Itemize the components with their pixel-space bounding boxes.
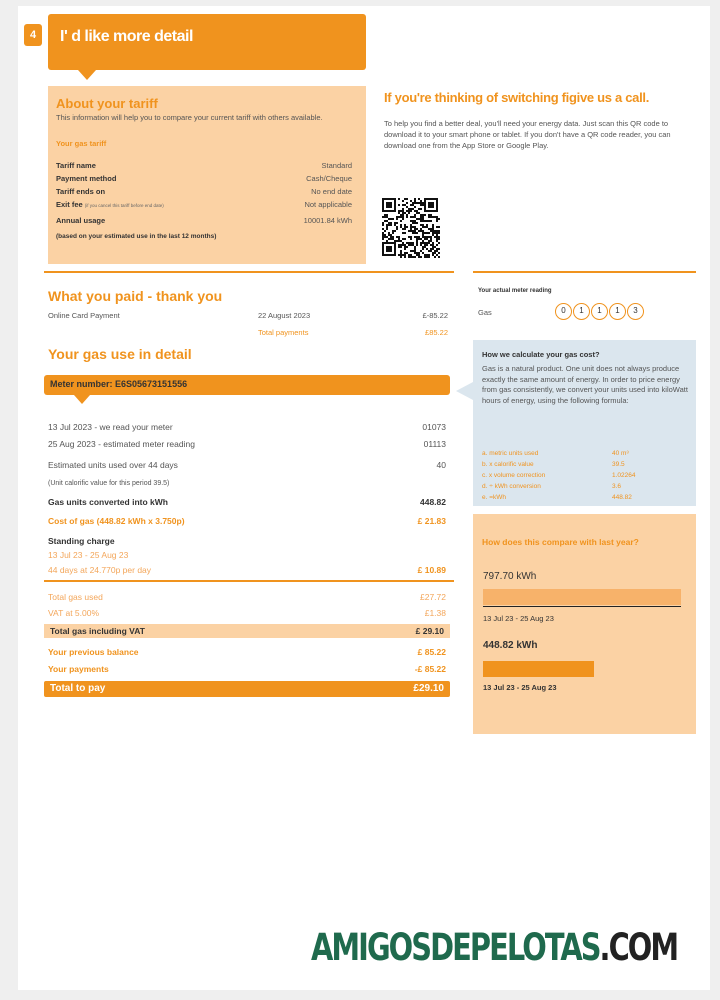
units-line bbox=[48, 460, 446, 474]
banner-pointer bbox=[78, 70, 96, 80]
formula-label: a. metric units used bbox=[482, 450, 539, 457]
total-payments-value: £85.22 bbox=[425, 328, 448, 337]
standing-charge-label bbox=[48, 536, 446, 550]
line-value: 01073 bbox=[422, 422, 446, 432]
reading-line bbox=[48, 422, 446, 436]
formula-row bbox=[482, 494, 688, 504]
tariff-row bbox=[56, 200, 352, 212]
last-year-value: 797.70 kWh bbox=[483, 571, 537, 582]
line-label: Gas units converted into kWh bbox=[48, 497, 168, 507]
line-value: -£ 85.22 bbox=[414, 664, 446, 674]
last-year-bar bbox=[483, 589, 681, 605]
last-year-period: 13 Jul 23 - 25 Aug 23 bbox=[483, 614, 554, 623]
payment-amount: £-85.22 bbox=[422, 311, 448, 320]
comparison-panel bbox=[473, 514, 696, 734]
total-payments-label: Total payments bbox=[258, 328, 309, 337]
meter-bar-pointer bbox=[74, 395, 90, 404]
line-label: Standing charge bbox=[48, 536, 115, 546]
meter-number: Meter number: E6S05673151556 bbox=[50, 379, 188, 389]
line-label: Your previous balance bbox=[48, 647, 139, 657]
band-label: Total gas including VAT bbox=[50, 626, 145, 636]
line-label: Estimated units used over 44 days bbox=[48, 460, 178, 470]
tariff-row-value: Cash/Cheque bbox=[306, 174, 352, 183]
line-value: £ 85.22 bbox=[417, 647, 446, 657]
meter-reading-label: Gas bbox=[478, 308, 492, 317]
bill-page bbox=[18, 6, 710, 990]
line-value: £ 10.89 bbox=[417, 565, 446, 575]
formula-value: 448.82 bbox=[612, 494, 632, 501]
standing-period bbox=[48, 550, 446, 564]
line-label: (Unit calorific value for this period 39.5) bbox=[48, 480, 170, 487]
this-year-value: 448.82 kWh bbox=[483, 640, 538, 651]
formula-value: 3.6 bbox=[612, 483, 622, 490]
payments-heading: What you paid - thank you bbox=[48, 288, 223, 304]
formula-row bbox=[482, 472, 688, 482]
estimate-line bbox=[48, 439, 446, 453]
line-label: Cost of gas (448.82 kWh x 3.750p) bbox=[48, 516, 185, 526]
formula-value: 39.5 bbox=[612, 461, 625, 468]
payment-method: Online Card Payment bbox=[48, 311, 120, 320]
tariff-row-value: 10001.84 kWh bbox=[303, 216, 352, 225]
your-payments-line bbox=[48, 664, 446, 678]
line-label: 13 Jul 23 - 25 Aug 23 bbox=[48, 550, 129, 560]
qr-code-icon[interactable] bbox=[382, 198, 440, 258]
total-to-pay-band bbox=[44, 681, 450, 697]
band-label: Total to pay bbox=[50, 683, 106, 694]
tariff-panel bbox=[48, 86, 366, 264]
standing-line bbox=[48, 565, 446, 579]
watermark-logo bbox=[311, 926, 677, 969]
formula-label: e. =kWh bbox=[482, 494, 507, 501]
tariff-row-label: Annual usage bbox=[56, 216, 106, 225]
formula-value: 40 m³ bbox=[612, 450, 629, 457]
previous-balance-line bbox=[48, 647, 446, 661]
tariff-intro: This information will help you to compare your current tariff with others available. bbox=[56, 113, 323, 122]
line-value: 448.82 bbox=[420, 497, 446, 507]
exit-fee-label: Exit fee bbox=[56, 200, 83, 209]
totals-divider bbox=[44, 580, 454, 582]
watermark-suffix: .COM bbox=[599, 926, 678, 969]
meter-number-bar bbox=[44, 375, 450, 395]
formula-value: 1.02264 bbox=[612, 472, 636, 479]
line-label: Total gas used bbox=[48, 592, 103, 602]
line-value: 40 bbox=[436, 460, 446, 470]
gas-use-heading: Your gas use in detail bbox=[48, 346, 192, 362]
line-label: 44 days at 24.770p per day bbox=[48, 565, 152, 575]
switching-heading: If you're thinking of switching figive us a call. bbox=[384, 90, 650, 105]
tariff-row-label: Tariff name bbox=[56, 161, 96, 170]
total-used-line bbox=[48, 592, 446, 606]
tariff-row-value: No end date bbox=[311, 187, 352, 196]
formula-row bbox=[482, 483, 688, 493]
calculation-heading: How we calculate your gas cost? bbox=[482, 350, 600, 359]
tariff-row-label: Tariff ends on bbox=[56, 187, 106, 196]
header-banner bbox=[48, 14, 366, 70]
line-value: £27.72 bbox=[420, 592, 446, 602]
line-label: VAT at 5.00% bbox=[48, 608, 100, 618]
page-title: I' d like more detail bbox=[60, 28, 193, 45]
line-value: 01113 bbox=[423, 439, 446, 449]
switching-text: To help you find a better deal, you'll need your energy data. Just scan this QR code to download it to your smart phone or tablet. If you don't have a QR code reader, you can download one from the App Store or Google Play. bbox=[384, 119, 671, 150]
bar-axis bbox=[483, 606, 681, 607]
tariff-row bbox=[56, 216, 352, 228]
payment-date: 22 August 2023 bbox=[258, 311, 311, 320]
meter-reading-dials bbox=[555, 303, 644, 320]
this-year-period: 13 Jul 23 - 25 Aug 23 bbox=[483, 683, 557, 692]
meter-digit: 0 bbox=[555, 303, 572, 320]
calculation-panel bbox=[473, 340, 696, 506]
formula-label: d. ÷ kWh conversion bbox=[482, 483, 541, 490]
formula-row bbox=[482, 461, 688, 471]
vat-line bbox=[48, 608, 446, 622]
watermark-text: AMIGOSDEPELOTAS bbox=[311, 926, 600, 969]
kwh-line bbox=[48, 497, 446, 511]
calculation-text: Gas is a natural product. One unit does not always produce exactly the same amount of energy. In order to price energy from gas consistently, we convert your units used into kiloWatt hours of energy, using the following formula: bbox=[482, 364, 688, 405]
meter-reading-heading: Your actual meter reading bbox=[478, 288, 552, 294]
comparison-heading: How does this compare with last year? bbox=[482, 537, 639, 547]
line-label: Your payments bbox=[48, 664, 109, 674]
cost-line bbox=[48, 516, 446, 530]
tariff-row-label: Payment method bbox=[56, 174, 117, 183]
formula-label: c. x volume correction bbox=[482, 472, 546, 479]
calorific-note bbox=[48, 480, 446, 494]
band-value: £29.10 bbox=[413, 683, 444, 694]
section-divider bbox=[473, 271, 696, 273]
meter-digit: 1 bbox=[609, 303, 626, 320]
tariff-row-label bbox=[56, 200, 164, 209]
line-value: £1.38 bbox=[424, 608, 446, 618]
formula-label: b. x calorific value bbox=[482, 461, 534, 468]
meter-digit: 1 bbox=[591, 303, 608, 320]
line-label: 25 Aug 2023 - estimated meter reading bbox=[48, 439, 195, 449]
line-label: 13 Jul 2023 - we read your meter bbox=[48, 422, 173, 432]
tariff-row-value: Not applicable bbox=[304, 200, 352, 209]
tariff-row bbox=[56, 161, 352, 173]
formula-row bbox=[482, 450, 688, 460]
exit-fee-note: (if you cancel this tariff before end date) bbox=[84, 203, 164, 208]
band-value: £ 29.10 bbox=[415, 626, 444, 636]
meter-digit: 3 bbox=[627, 303, 644, 320]
section-number-badge: 4 bbox=[24, 24, 42, 46]
meter-digit: 1 bbox=[573, 303, 590, 320]
tariff-row-value: Standard bbox=[321, 161, 352, 170]
line-value: £ 21.83 bbox=[417, 516, 446, 526]
section-divider bbox=[44, 271, 454, 273]
tariff-row bbox=[56, 187, 352, 199]
this-year-bar bbox=[483, 661, 594, 677]
total-incl-vat-band bbox=[44, 624, 450, 638]
calc-pointer bbox=[456, 382, 473, 400]
annual-usage-note: (based on your estimated use in the last 12 months) bbox=[56, 233, 217, 240]
tariff-row bbox=[56, 174, 352, 186]
tariff-subheading: Your gas tariff bbox=[56, 139, 107, 148]
tariff-heading: About your tariff bbox=[56, 96, 158, 111]
